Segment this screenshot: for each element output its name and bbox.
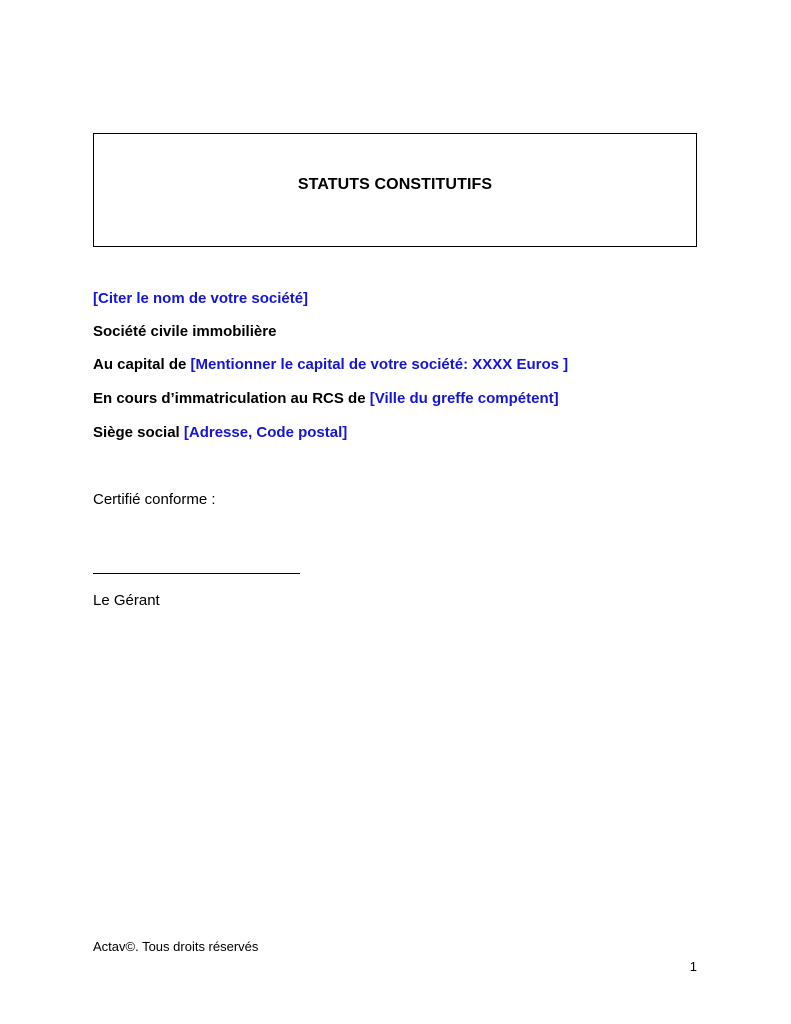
signature-line bbox=[93, 573, 300, 574]
certification-text: Certifié conforme : bbox=[93, 491, 216, 508]
capital-label: Au capital de bbox=[93, 356, 191, 373]
registration-placeholder: [Ville du greffe compétent] bbox=[369, 390, 559, 407]
capital-line bbox=[93, 356, 568, 373]
copyright-footer: Actav©. Tous droits réservés bbox=[93, 939, 259, 954]
head-office-line bbox=[93, 424, 347, 441]
signatory-label: Le Gérant bbox=[93, 592, 160, 609]
registration-label: En cours d’immatriculation au RCS de bbox=[93, 390, 370, 407]
head-office-placeholder: [Adresse, Code postal] bbox=[183, 424, 348, 441]
registration-line bbox=[93, 390, 559, 407]
head-office-label: Siège social bbox=[93, 424, 184, 441]
title-box bbox=[93, 133, 697, 247]
capital-placeholder: [Mentionner le capital de votre société: XXXX Euros ] bbox=[190, 356, 569, 373]
document-title: STATUTS CONSTITUTIFS bbox=[297, 176, 493, 193]
page-number: 1 bbox=[689, 959, 697, 974]
company-name-placeholder: [Citer le nom de votre société] bbox=[93, 290, 309, 307]
company-type: Société civile immobilière bbox=[93, 323, 277, 340]
